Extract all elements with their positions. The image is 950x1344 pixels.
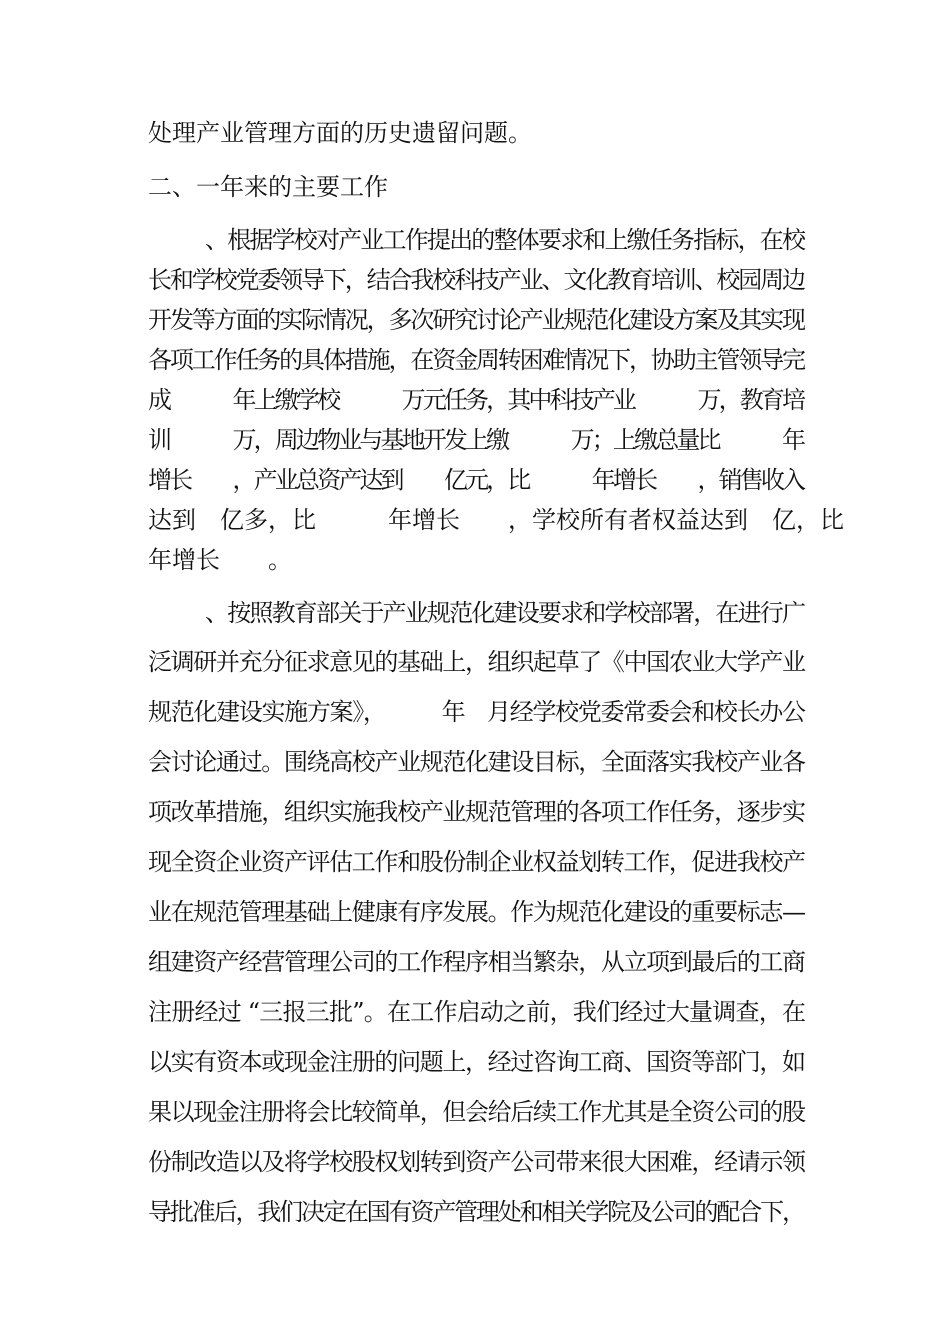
text-line: 开发等方面的实际情况，多次研究讨论产业规范化建设方案及其实现 — [148, 306, 804, 334]
text-line: 、按照教育部关于产业规范化建设要求和学校部署，在进行广 — [205, 599, 805, 627]
text-line: 成 年上缴学校 万元任务，其中科技产业 万，教育培 — [148, 386, 804, 414]
text-line: 果以现金注册将会比较简单，但会给后续工作尤其是全资公司的股 — [148, 1098, 805, 1126]
text-line: 泛调研并充分征求意见的基础上，组织起草了《中国农业大学产业 — [148, 648, 805, 676]
text-line: 年增长 。 — [148, 546, 292, 574]
text-line: 份制改造以及将学校股权划转到资产公司带来很大困难，经请示领 — [148, 1148, 805, 1176]
section-heading: 二、一年来的主要工作 — [148, 173, 388, 201]
text-line: 业在规范管理基础上健康有序发展。作为规范化建设的重要标志— — [148, 898, 805, 926]
text-line: 规范化建设实施方案》， 年 月经学校党委常委会和校长办公 — [148, 698, 805, 726]
text-line: 项改革措施，组织实施我校产业规范管理的各项工作任务，逐步实 — [148, 798, 805, 826]
text-line: 训 万，周边物业与基地开发上缴 万；上缴总量比 年 — [148, 426, 804, 454]
text-line: 会讨论通过。围绕高校产业规范化建设目标，全面落实我校产业各 — [148, 748, 805, 776]
text-line: 注册经过 “三报三批”。在工作启动之前，我们经过大量调查，在 — [148, 998, 806, 1026]
text-line: 现全资企业资产评估工作和股份制企业权益划转工作，促进我校产 — [148, 848, 805, 876]
text-line: 处理产业管理方面的历史遗留问题。 — [148, 119, 532, 147]
text-line: 达到 亿多，比 年增长 ，学校所有者权益达到 亿，比 — [148, 506, 844, 534]
text-line: 长和学校党委领导下，结合我校科技产业、文化教育培训、校园周边 — [148, 266, 804, 294]
text-line: 、根据学校对产业工作提出的整体要求和上缴任务指标，在校 — [205, 226, 805, 254]
text-line: 以实有资本或现金注册的问题上，经过咨询工商、国资等部门，如 — [148, 1048, 805, 1076]
text-line: 各项工作任务的具体措施，在资金周转困难情况下，协助主管领导完 — [148, 346, 804, 374]
text-line: 组建资产经营管理公司的工作程序相当繁杂，从立项到最后的工商 — [148, 948, 805, 976]
text-line: 导批准后，我们决定在国有资产管理处和相关学院及公司的配合下， — [148, 1198, 804, 1226]
text-line: 增长 ，产业总资产达到 亿元，比 年增长 ，销售收入 — [148, 466, 804, 494]
